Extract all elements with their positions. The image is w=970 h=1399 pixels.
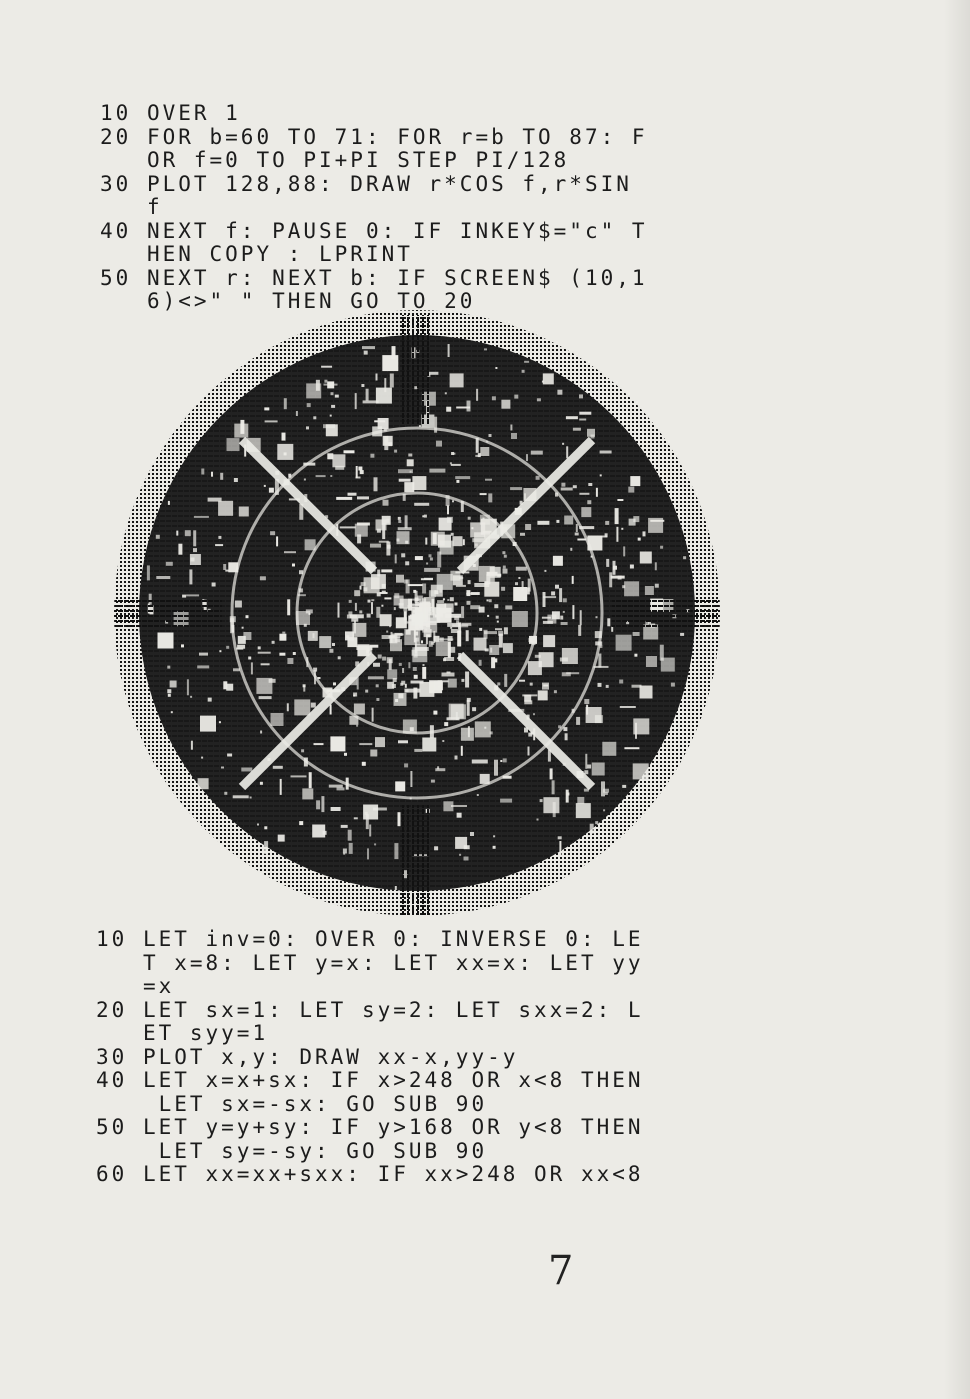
- line-code: f: [146, 195, 163, 219]
- line-number: 40: [96, 1068, 143, 1092]
- line-number: 40: [100, 218, 147, 243]
- listing-line: [96, 975, 644, 999]
- line-code: PLOT x,y: DRAW xx-x,yy-y: [142, 1044, 519, 1069]
- line-code: T x=8: LET y=x: LET xx=x: LET yy: [142, 950, 644, 975]
- listing-line: [96, 1163, 644, 1187]
- line-number: [100, 148, 147, 172]
- listing-line: [100, 149, 648, 173]
- basic-listing-1: [100, 102, 648, 314]
- line-code: LET y=y+sy: IF y>168 OR y<8 THEN: [142, 1115, 644, 1139]
- line-number: [96, 951, 143, 975]
- line-code: =x: [142, 974, 175, 998]
- listing-line: [96, 1022, 644, 1046]
- line-code: LET xx=xx+sxx: IF xx>248 OR xx<8: [142, 1162, 644, 1186]
- line-number: 10: [96, 927, 143, 951]
- line-number: 20: [96, 997, 143, 1022]
- line-code: OVER 1: [146, 101, 241, 125]
- line-number: [96, 974, 143, 998]
- line-code: NEXT r: NEXT b: IF SCREEN$ (10,1: [146, 265, 648, 290]
- line-code: ET syy=1: [142, 1021, 269, 1045]
- line-code: PLOT 128,88: DRAW r*COS f,r*SIN: [146, 171, 632, 196]
- spirograph-disc: [112, 310, 722, 916]
- line-code: FOR b=60 TO 71: FOR r=b TO 87: F: [146, 124, 648, 149]
- line-code: LET sx=-sx: GO SUB 90: [142, 1091, 488, 1116]
- listing-line: [100, 126, 648, 150]
- line-code: LET x=x+sx: IF x>248 OR x<8 THEN: [142, 1068, 644, 1092]
- line-code: 6)<>" " THEN GO TO 20: [146, 289, 476, 313]
- line-number: 20: [100, 124, 147, 149]
- line-number: 10: [100, 101, 147, 125]
- line-code: NEXT f: PAUSE 0: IF INKEY$="c" T: [146, 218, 648, 243]
- line-number: [96, 1021, 143, 1045]
- listing-line: [96, 999, 644, 1023]
- listing-line: [96, 1093, 644, 1117]
- listing-line: [100, 173, 648, 197]
- listing-line: [100, 267, 648, 291]
- line-number: 30: [96, 1044, 143, 1069]
- listing-line: [100, 243, 648, 267]
- line-code: LET sy=-sy: GO SUB 90: [142, 1138, 488, 1163]
- page-edge: [944, 0, 970, 1399]
- listing-line: [96, 1140, 644, 1164]
- page-number: 7: [548, 1248, 574, 1294]
- listing-line: [96, 1069, 644, 1093]
- line-code: OR f=0 TO PI+PI STEP PI/128: [146, 148, 570, 172]
- line-number: [100, 242, 147, 266]
- line-code: LET inv=0: OVER 0: INVERSE 0: LE: [142, 927, 644, 951]
- listing-line: [100, 196, 648, 220]
- line-number: [96, 1092, 143, 1116]
- line-number: 60: [96, 1162, 143, 1186]
- line-number: 50: [96, 1115, 143, 1139]
- line-code: LET sx=1: LET sy=2: LET sxx=2: L: [142, 997, 644, 1022]
- listing-line: [100, 102, 648, 126]
- basic-listing-2: [96, 928, 644, 1187]
- listing-line: [96, 1116, 644, 1140]
- listing-line: [96, 952, 644, 976]
- listing-line: [96, 1046, 644, 1070]
- spirograph-printout-figure: [112, 305, 722, 920]
- line-code: HEN COPY : LPRINT: [146, 242, 413, 266]
- line-number: 30: [100, 171, 147, 196]
- line-number: [96, 1139, 143, 1163]
- listing-line: [100, 220, 648, 244]
- listing-line: [96, 928, 644, 952]
- line-number: [100, 195, 147, 219]
- line-number: 50: [100, 265, 147, 290]
